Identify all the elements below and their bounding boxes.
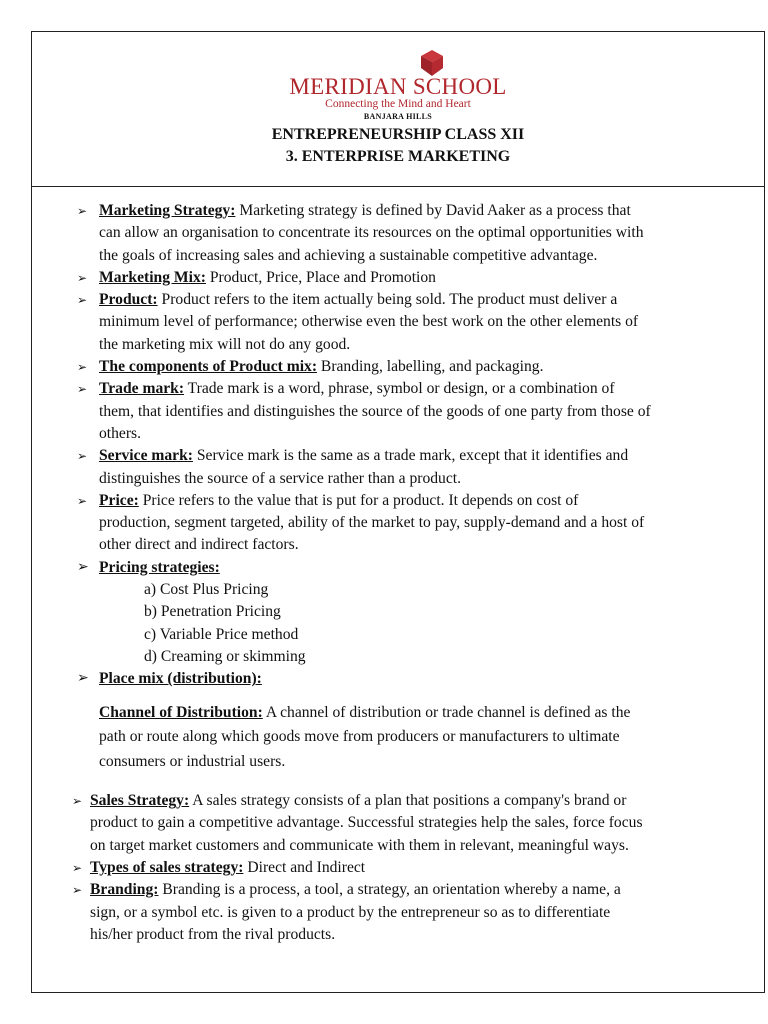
item-label: Product: (99, 291, 158, 309)
item-label: Marketing Mix: (99, 268, 206, 286)
bullet-arrow-icon: ➢ (72, 883, 83, 898)
item-text-line: the goals of increasing sales and achieving a sustainable competitive advantage. (99, 246, 598, 264)
bullet-arrow-icon: ➢ (77, 559, 89, 575)
pricing-option: a) Cost Plus Pricing (144, 581, 269, 599)
item-label: Service mark: (99, 447, 193, 465)
item-label: The components of Product mix: (99, 358, 318, 376)
pricing-option: c) Variable Price method (144, 625, 299, 643)
item-text-line: A sales strategy consists of a plan that positions a company's brand or (192, 792, 627, 810)
item-text-line: minimum level of performance; otherwise even the best work on the other elements of (99, 313, 639, 331)
item-label: Branding: (90, 881, 159, 899)
list-item-pricing (32, 557, 764, 579)
item-text-line: distinguishes the source of a service rather than a product. (99, 469, 461, 487)
list-item (32, 857, 764, 879)
list-item (32, 490, 764, 557)
document-header (32, 32, 764, 187)
item-text-line: can allow an organisation to concentrate its resources on the optimal opportunities with (99, 224, 644, 242)
chapter-title: 3. ENTERPRISE MARKETING (285, 148, 511, 165)
pricing-option: b) Penetration Pricing (144, 603, 281, 621)
school-logo-icon (421, 50, 443, 76)
pricing-option: d) Creaming or skimming (144, 647, 306, 665)
item-label: Sales Strategy: (90, 792, 190, 810)
item-text-line: the marketing mix will not do any good. (99, 335, 351, 353)
list-item (32, 200, 764, 267)
channel-paragraph (32, 701, 764, 775)
channel-line: A channel of distribution or trade channel is defined as the (265, 703, 631, 721)
item-label: Price: (99, 491, 139, 509)
item-text-line: Branding is a process, a tool, a strategy, an orientation whereby a name, a (162, 881, 621, 899)
bullet-arrow-icon: ➢ (72, 860, 83, 875)
item-text-line: other direct and indirect factors. (99, 536, 299, 554)
list-item (32, 356, 764, 378)
page-frame (31, 31, 765, 993)
item-text-line: on target market customers and communicate with them in relevant, meaningful ways. (90, 836, 629, 854)
pricing-label: Pricing strategies: (99, 558, 220, 576)
item-text-line: Trade mark is a word, phrase, symbol or design, or a combination of (187, 380, 615, 398)
item-text-line: product to gain a competitive advantage. Successful strategies help the sales, force focus (90, 814, 643, 832)
list-item (32, 445, 764, 490)
bullet-arrow-icon: ➢ (77, 204, 88, 218)
item-label: Types of sales strategy: (90, 858, 244, 876)
place-label: Place mix (distribution): (99, 670, 262, 688)
item-text-line: others. (99, 424, 142, 442)
bullet-arrow-icon: ➢ (77, 671, 89, 687)
bullet-arrow-icon: ➢ (77, 382, 88, 397)
school-name: MERIDIAN SCHOOL (289, 74, 507, 99)
item-text-line: sign, or a symbol etc. is given to a product by the entrepreneur so as to differentiate (90, 903, 611, 921)
school-tagline: Connecting the Mind and Heart (325, 98, 471, 110)
bullet-arrow-icon: ➢ (77, 360, 88, 375)
item-text-line: Marketing strategy is defined by David Aaker as a process that (239, 202, 631, 219)
notes-content (32, 200, 764, 946)
item-text-line: Service mark is the same as a trade mark, except that it identifies and (196, 447, 629, 465)
item-text-line: them, that identifies and distinguishes the source of the goods of one party from those of (99, 402, 651, 420)
list-item (32, 879, 764, 946)
list-item (32, 267, 764, 289)
list-item-place (32, 668, 764, 690)
item-text-line: Price refers to the value that is put for a product. It depends on cost of (142, 491, 579, 509)
bullet-arrow-icon: ➢ (77, 449, 88, 464)
list-item (32, 289, 764, 356)
item-label: Trade mark: (99, 380, 185, 398)
bullet-arrow-icon: ➢ (77, 293, 88, 308)
item-label: Marketing Strategy: (99, 202, 236, 219)
bullet-arrow-icon: ➢ (77, 493, 88, 508)
list-item (32, 790, 764, 857)
channel-label: Channel of Distribution: (99, 703, 263, 721)
school-location: BANJARA HILLS (363, 112, 433, 121)
item-text-line: his/her product from the rival products. (90, 925, 336, 943)
class-title: ENTREPRENEURSHIP CLASS XII (271, 126, 525, 143)
item-text-line: production, segment targeted, ability of the market to pay, supply-demand and a host of (99, 514, 645, 532)
item-text-line: Branding, labelling, and packaging. (320, 358, 544, 376)
bullet-arrow-icon: ➢ (77, 270, 88, 285)
bullet-arrow-icon: ➢ (72, 794, 83, 809)
item-text-line: Direct and Indirect (247, 858, 366, 876)
item-text-line: Product, Price, Place and Promotion (209, 268, 436, 286)
channel-line: consumers or industrial users. (99, 752, 286, 770)
channel-line: path or route along which goods move from producers or manufacturers to ultimate (99, 728, 620, 746)
list-item (32, 378, 764, 445)
item-text-line: Product refers to the item actually being sold. The product must deliver a (161, 291, 618, 309)
